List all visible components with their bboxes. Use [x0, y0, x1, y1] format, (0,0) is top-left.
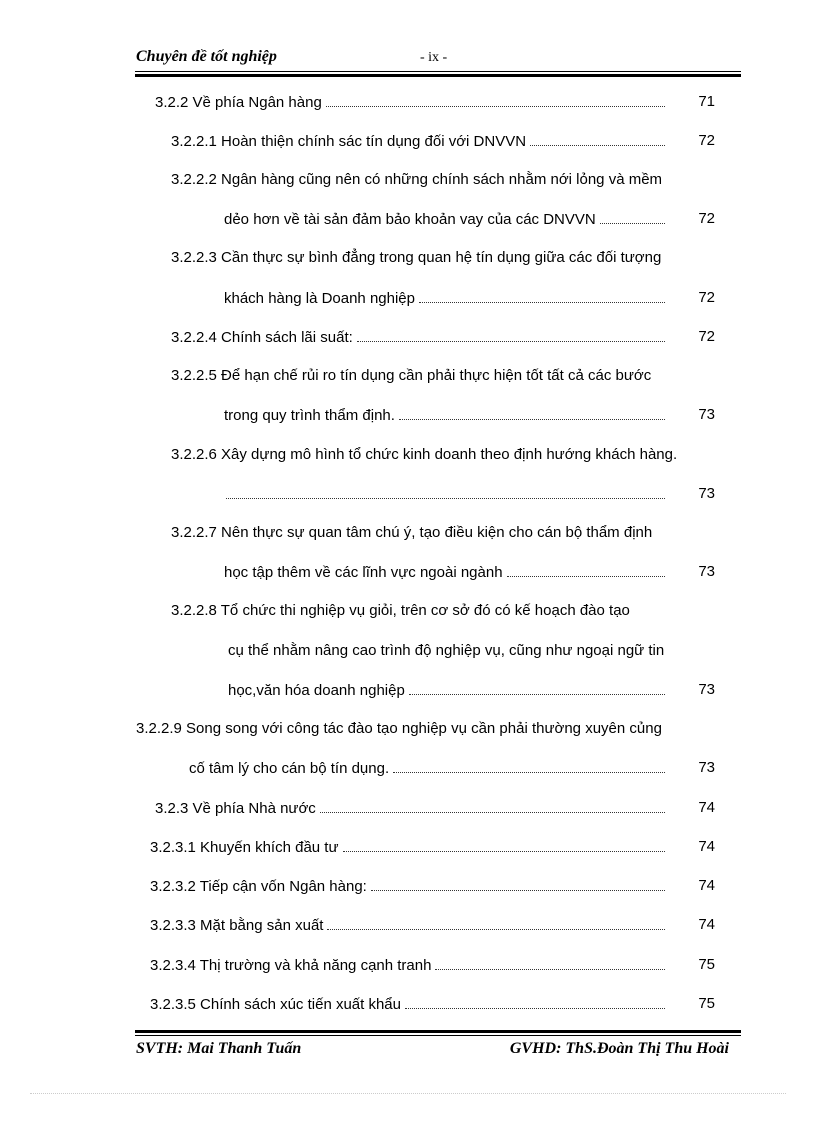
footer-rule-thick [135, 1030, 741, 1033]
toc-entry-text: 3.2.2.3 Cần thực sự bình đẳng trong quan hệ tín dụng giữa các đối tượng [171, 249, 662, 266]
footer-advisor: GVHD: ThS.Đoàn Thị Thu Hoài [509, 1040, 729, 1057]
toc-entry-text: 3.2.3.2 Tiếp cận vốn Ngân hàng: [150, 878, 367, 895]
toc-entry-continuation[interactable] [224, 287, 715, 309]
toc-entry-text: 3.2.2.4 Chính sách lãi suất: [171, 329, 353, 346]
toc-entry-text: 3.2.2.9 Song song với công tác đào tạo nghiệp vụ cần phải thường xuyên củng [136, 720, 662, 737]
toc-entry[interactable] [150, 954, 715, 976]
toc-entry-continuation[interactable] [228, 679, 715, 701]
toc-entry-text: học tập thêm về các lĩnh vực ngoài ngành [224, 564, 503, 581]
toc-leader-dots [419, 287, 665, 303]
toc-leader-dots [393, 757, 665, 773]
header-rule-thick [135, 74, 741, 77]
toc-entry[interactable] [171, 247, 661, 269]
toc-entry[interactable] [155, 797, 715, 819]
toc-entry[interactable] [171, 169, 662, 191]
toc-entry[interactable] [171, 444, 677, 466]
toc-entry[interactable] [150, 914, 715, 936]
toc-entry[interactable] [171, 130, 715, 152]
toc-entry-text: cụ thể nhằm nâng cao trình độ nghiệp vụ, cũng như ngoại ngữ tin [228, 642, 665, 659]
toc-entry-text: học,văn hóa doanh nghiệp [228, 682, 405, 699]
toc-leader-dots [399, 404, 665, 420]
toc-entry-continuation[interactable] [189, 757, 715, 779]
toc-entry-text: dẻo hơn về tài sản đảm bảo khoản vay của các DNVVN [224, 211, 596, 228]
toc-leader-dots [600, 208, 665, 224]
toc-entry-text: 3.2.2.2 Ngân hàng cũng nên có những chính sách nhằm nới lỏng và mềm [171, 171, 663, 188]
toc-entry[interactable] [136, 718, 662, 740]
toc-leader-dots [530, 130, 665, 146]
toc-page-number: 74 [698, 838, 715, 855]
toc-page-number: 74 [698, 916, 715, 933]
toc-leader-dots [357, 326, 665, 342]
toc-entry-continuation[interactable] [224, 208, 715, 230]
toc-entry-text: 3.2.3.3 Mặt bằng sản xuất [150, 917, 324, 934]
toc-entry-text: 3.2.2.8 Tổ chức thi nghiệp vụ giỏi, trên cơ sở đó có kế hoạch đào tạo [171, 602, 630, 619]
toc-leader-dots [226, 483, 665, 499]
toc-leader-dots [405, 993, 665, 1009]
toc-entry-continuation[interactable] [222, 483, 715, 505]
toc-page-number: 75 [698, 995, 715, 1012]
toc-page-number: 72 [698, 210, 715, 227]
toc-entry[interactable] [171, 522, 652, 544]
toc-leader-dots [320, 797, 665, 813]
toc-page-number: 73 [698, 485, 715, 502]
toc-leader-dots [371, 875, 665, 891]
toc-entry[interactable] [150, 875, 715, 897]
toc-entry-text: khách hàng là Doanh nghiệp [224, 290, 415, 307]
toc-entry-text: 3.2.2.6 Xây dựng mô hình tổ chức kinh doanh theo định hướng khách hàng. [171, 446, 678, 463]
toc-entry[interactable] [171, 365, 651, 387]
toc-page-number: 75 [698, 956, 715, 973]
header-title: Chuyên đề tốt nghiệp [136, 48, 277, 65]
toc-leader-dots [435, 954, 665, 970]
toc-entry[interactable] [150, 993, 715, 1015]
toc-leader-dots [343, 836, 665, 852]
toc-leader-dots [409, 679, 665, 695]
toc-entry[interactable] [150, 836, 715, 858]
toc-entry-continuation[interactable] [228, 640, 664, 662]
toc-page-number: 73 [698, 759, 715, 776]
toc-entry-text: 3.2.2.5 Để hạn chế rủi ro tín dụng cần phải thực hiện tốt tất cả các bước [171, 367, 652, 384]
header-rule-thin [135, 71, 741, 72]
header-page-number: - ix - [420, 50, 448, 65]
toc-entry-text: 3.2.2.1 Hoàn thiện chính sác tín dụng đối với DNVVN [171, 133, 527, 150]
toc-leader-dots [326, 91, 665, 107]
toc-entry-text: 3.2.3.5 Chính sách xúc tiến xuất khẩu [150, 996, 401, 1013]
toc-page-number: 74 [698, 877, 715, 894]
toc-entry-continuation[interactable] [224, 404, 715, 426]
toc-entry-text: cố tâm lý cho cán bộ tín dụng. [189, 760, 390, 777]
footer-rule-thin [135, 1035, 741, 1036]
toc-page-number: 72 [698, 132, 715, 149]
toc-entry-text: 3.2.3 Về phía Nhà nước [155, 800, 316, 817]
toc-leader-dots [507, 561, 665, 577]
toc-entry[interactable] [171, 600, 630, 622]
toc-leader-dots [327, 914, 665, 930]
toc-page-number: 73 [698, 563, 715, 580]
toc-entry-text: 3.2.2.7 Nên thực sự quan tâm chú ý, tạo điều kiện cho cán bộ thẩm định [171, 524, 653, 541]
toc-page-number: 72 [698, 289, 715, 306]
toc-entry-text: 3.2.3.1 Khuyến khích đầu tư [150, 839, 339, 856]
toc-entry-text: 3.2.2 Về phía Ngân hàng [155, 94, 322, 111]
toc-entry-text: trong quy trình thẩm định. [224, 407, 395, 424]
toc-page-number: 73 [698, 681, 715, 698]
toc-page-number: 74 [698, 799, 715, 816]
toc-entry-continuation[interactable] [224, 561, 715, 583]
toc-page-number: 72 [698, 328, 715, 345]
toc-entry[interactable] [155, 91, 715, 113]
toc-page-number: 73 [698, 406, 715, 423]
page-bottom-dotted-border [30, 1093, 786, 1094]
footer-student: SVTH: Mai Thanh Tuấn [136, 1040, 302, 1057]
toc-entry[interactable] [171, 326, 715, 348]
toc-entry-text: 3.2.3.4 Thị trường và khả năng cạnh tranh [150, 957, 432, 974]
toc-page-number: 71 [698, 93, 715, 110]
